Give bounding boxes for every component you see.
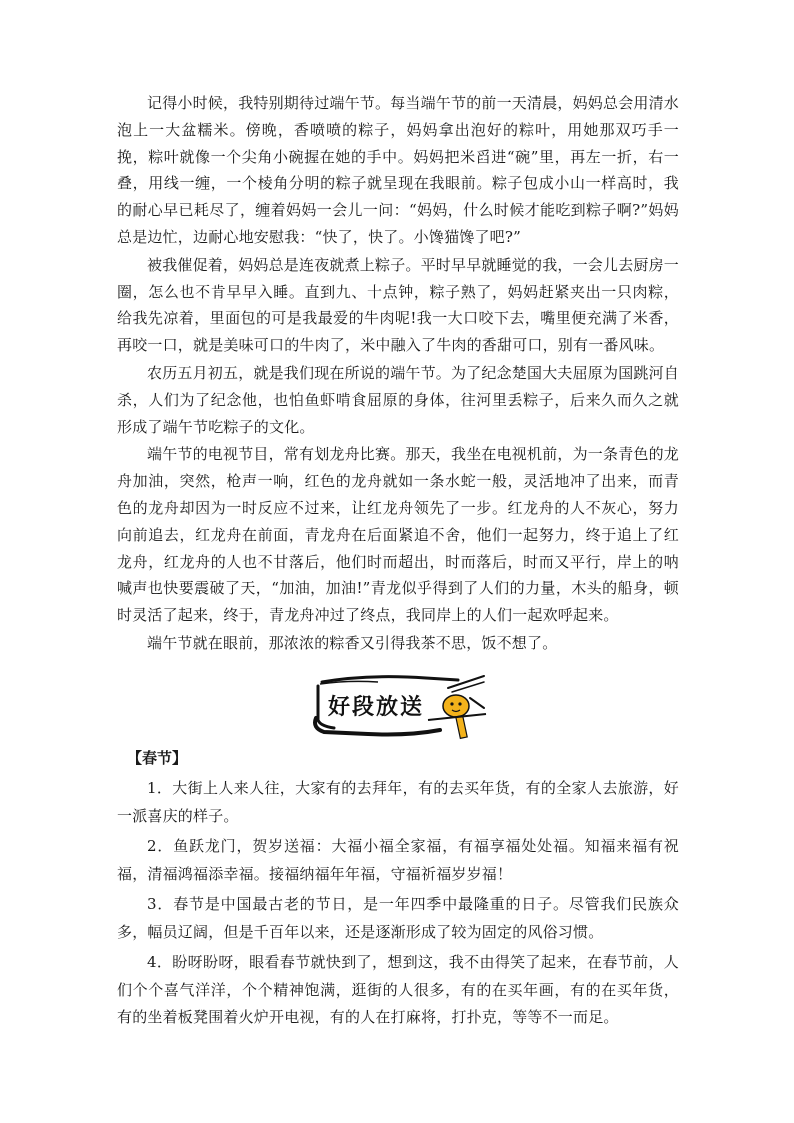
- banner-title: 好段放送: [328, 694, 425, 720]
- essay-paragraph: 农历五月初五，就是我们现在所说的端午节。为了纪念楚国大夫屈原为国跳河自杀，人们为了纪念他，也怕鱼虾啃食屈原的身体，往河里丢粽子，后来久而久之就形成了端午节吃粽子的文化。: [117, 363, 680, 436]
- list-item: 2．鱼跃龙门，贺岁送福：大福小福全家福，有福享福处处福。知福来福有祝福，清福鸿福添幸福。接福纳福年年福，守福祈福岁岁福！: [117, 837, 679, 883]
- section-title: 【春节】: [127, 749, 188, 767]
- spring-festival-section: [117, 745, 679, 1035]
- list-item: 3．春节是中国最古老的节日，是一年四季中最隆重的日子。尽管我们民族众多，幅员辽阔，但是千百年以来，还是逐渐形成了较为固定的风俗习惯。: [117, 895, 679, 941]
- section-banner: [308, 668, 488, 740]
- essay-paragraph: 端午节就在眼前，那浓浓的粽香又引得我茶不思，饭不想了。: [147, 633, 558, 652]
- essay-paragraph: 记得小时候，我特别期待过端午节。每当端午节的前一天清晨，妈妈总会用清水泡上一大盆糯米。傍晚，香喷喷的粽子，妈妈拿出泡好的粽叶，用她那双巧手一挽，粽叶就像一个尖角小碗握在她的手中。妈妈把米舀进“碗”里，再左一折，右一叠，用线一缠，一个棱角分明的粽子就呈现在我眼前。粽子包成小山一样高时，我的耐心早已耗尽了，缠着妈妈一会儿一问：“妈妈，什么时候才能吃到粽子啊?”妈妈总是边忙，边耐心地安慰我：“快了，快了。小馋猫馋了吧?”: [117, 94, 680, 246]
- essay-paragraph: 被我催促着，妈妈总是连夜就煮上粽子。平时早早就睡觉的我，一会儿去厨房一圈，怎么也不肯早早入睡。直到九、十点钟，粽子熟了，妈妈赶紧夹出一只肉粽，给我先凉着，里面包的可是我最爱的牛肉呢!我一大口咬下去，嘴里便充满了米香，再咬一口，就是美味可口的牛肉了，米中融入了牛肉的香甜可口，别有一番风味。: [117, 255, 680, 355]
- banner-graphic: [308, 668, 488, 740]
- list-item: 4．盼呀盼呀，眼看春节就快到了，想到这，我不由得笑了起来，在春节前，人们个个喜气洋洋，个个精神饱满，逛街的人很多，有的在买年画，有的在买年货，有的坐着板凳围着火炉开电视，有的人在打麻将，打扑克，等等不一而足。: [117, 953, 679, 1026]
- essay-paragraph: 端午节的电视节目，常有划龙舟比赛。那天，我坐在电视机前，为一条青色的龙舟加油，突然，枪声一响，红色的龙舟就如一条水蛇一般，灵活地冲了出来，而青色的龙舟却因为一时反应不过来，让红龙舟领先了一步。红龙舟的人不灰心，努力向前追去，红龙舟在前面，青龙舟在后面紧追不舍，他们一起努力，终于追上了红龙舟，红龙舟的人也不甘落后，他们时而超出，时而落后，时而又平行，岸上的呐喊声也快要震破了天，“加油，加油!”青龙似乎得到了人们的力量，木头的船身，顿时灵活了起来，终于，青龙舟冲过了终点，我同岸上的人们一起欢呼起来。: [117, 445, 680, 625]
- essay-body: [117, 90, 679, 658]
- list-item: 1．大街上人来人往，大家有的去拜年，有的去买年货，有的全家人去旅游，好一派喜庆的样子。: [117, 779, 679, 825]
